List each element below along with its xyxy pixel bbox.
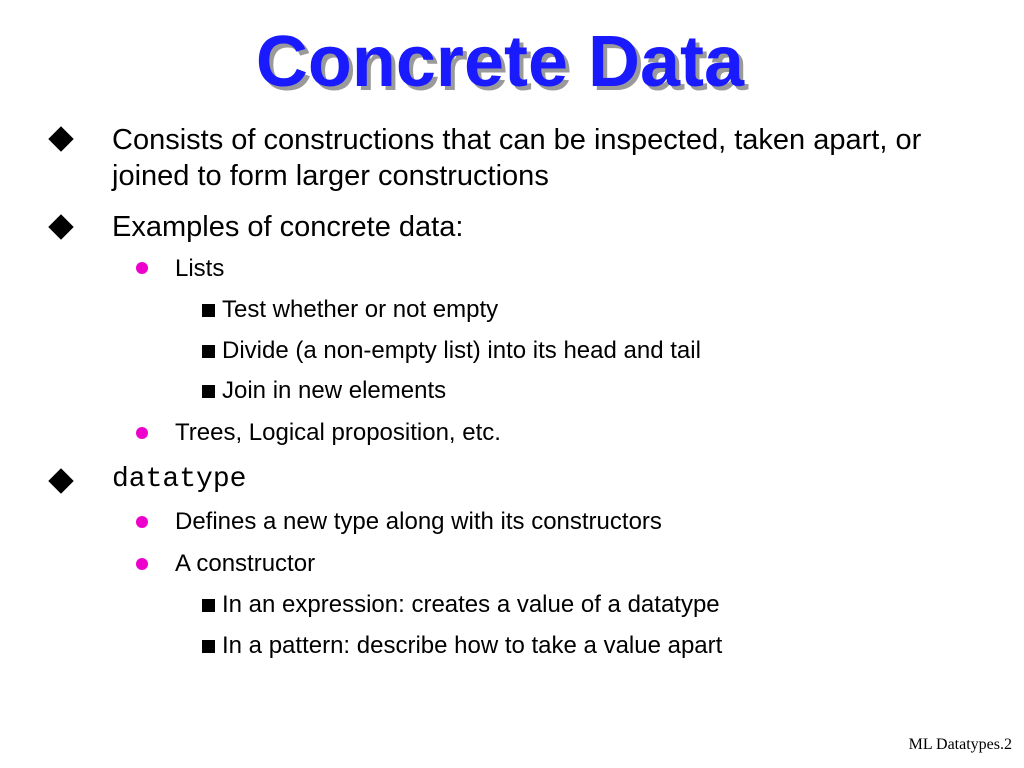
square-icon — [202, 385, 215, 398]
bullet-level1-code: datatype — [112, 464, 247, 495]
circle-icon — [136, 558, 148, 570]
circle-icon — [136, 427, 148, 439]
bullet-level2: A constructor — [175, 550, 316, 577]
bullet-level3: Join in new elements — [222, 377, 447, 404]
square-icon — [202, 599, 215, 612]
circle-icon — [136, 262, 148, 274]
bullet-level3: In an expression: creates a value of a datatype — [222, 591, 720, 618]
bullet-level1: Consists of constructions that can be inspected, taken apart, or joined to form larger constructions — [112, 124, 922, 192]
bullet-level3: Test whether or not empty — [222, 296, 499, 323]
bullet-level3: Divide (a non-empty list) into its head and tail — [222, 337, 701, 364]
bullet-level3: In a pattern: describe how to take a value apart — [222, 632, 723, 659]
diamond-icon — [48, 126, 73, 151]
bullet-level1: Examples of concrete data: — [112, 211, 464, 243]
slide-footer: ML Datatypes.2 — [908, 736, 1012, 753]
diamond-icon — [48, 214, 73, 239]
bullet-level2: Lists — [175, 255, 225, 282]
diamond-icon — [48, 468, 73, 493]
slide-title: Concrete Data — [255, 22, 745, 102]
square-icon — [202, 345, 215, 358]
bullet-level2: Defines a new type along with its constructors — [175, 508, 662, 535]
circle-icon — [136, 516, 148, 528]
bullet-level2: Trees, Logical proposition, etc. — [175, 419, 501, 446]
square-icon — [202, 640, 215, 653]
square-icon — [202, 304, 215, 317]
